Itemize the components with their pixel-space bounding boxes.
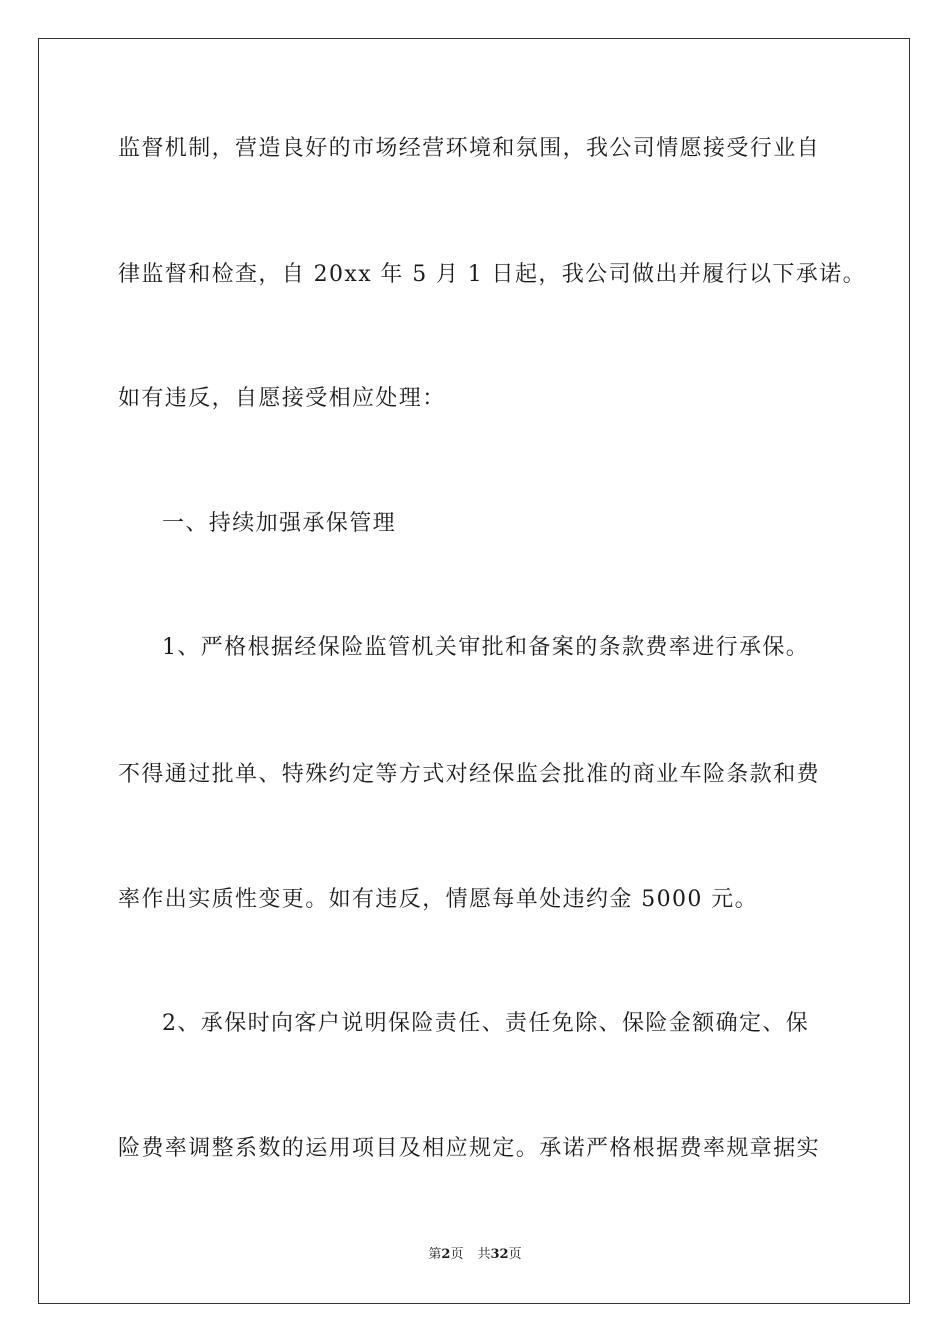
body-line-9: 险费率调整系数的运用项目及相应规定。承诺严格根据费率规章据实: [118, 1136, 821, 1161]
body-line-item-2: 2、承保时向客户说明保险责任、责任免除、保险金额确定、保: [162, 1011, 810, 1036]
body-line-2: 律监督和检查，自 20xx 年 5 月 1 日起，我公司做出并履行以下承诺。: [118, 262, 866, 287]
section-heading-1: 一、持续加强承保管理: [162, 511, 397, 536]
body-line-item-1: 1、严格根据经保险监管机关审批和备案的条款费率进行承保。: [162, 635, 810, 660]
body-line-3: 如有违反，自愿接受相应处理：: [118, 386, 446, 411]
page-number: 2: [441, 1247, 451, 1262]
body-line-7: 率作出实质性变更。如有违反，情愿每单处违约金 5000 元。: [118, 887, 758, 912]
page-border: [38, 38, 910, 1304]
body-line-6: 不得通过批单、特殊约定等方式对经保监会批准的商业车险条款和费: [118, 762, 821, 787]
total-prefix: 共: [477, 1247, 491, 1262]
total-suffix: 页: [508, 1247, 522, 1262]
page-prefix: 第: [428, 1247, 442, 1262]
page-suffix: 页: [450, 1247, 464, 1262]
body-line-1: 监督机制，营造良好的市场经营环境和氛围，我公司情愿接受行业自: [118, 136, 821, 161]
page-footer: [0, 1246, 950, 1264]
total-pages: 32: [490, 1247, 509, 1262]
